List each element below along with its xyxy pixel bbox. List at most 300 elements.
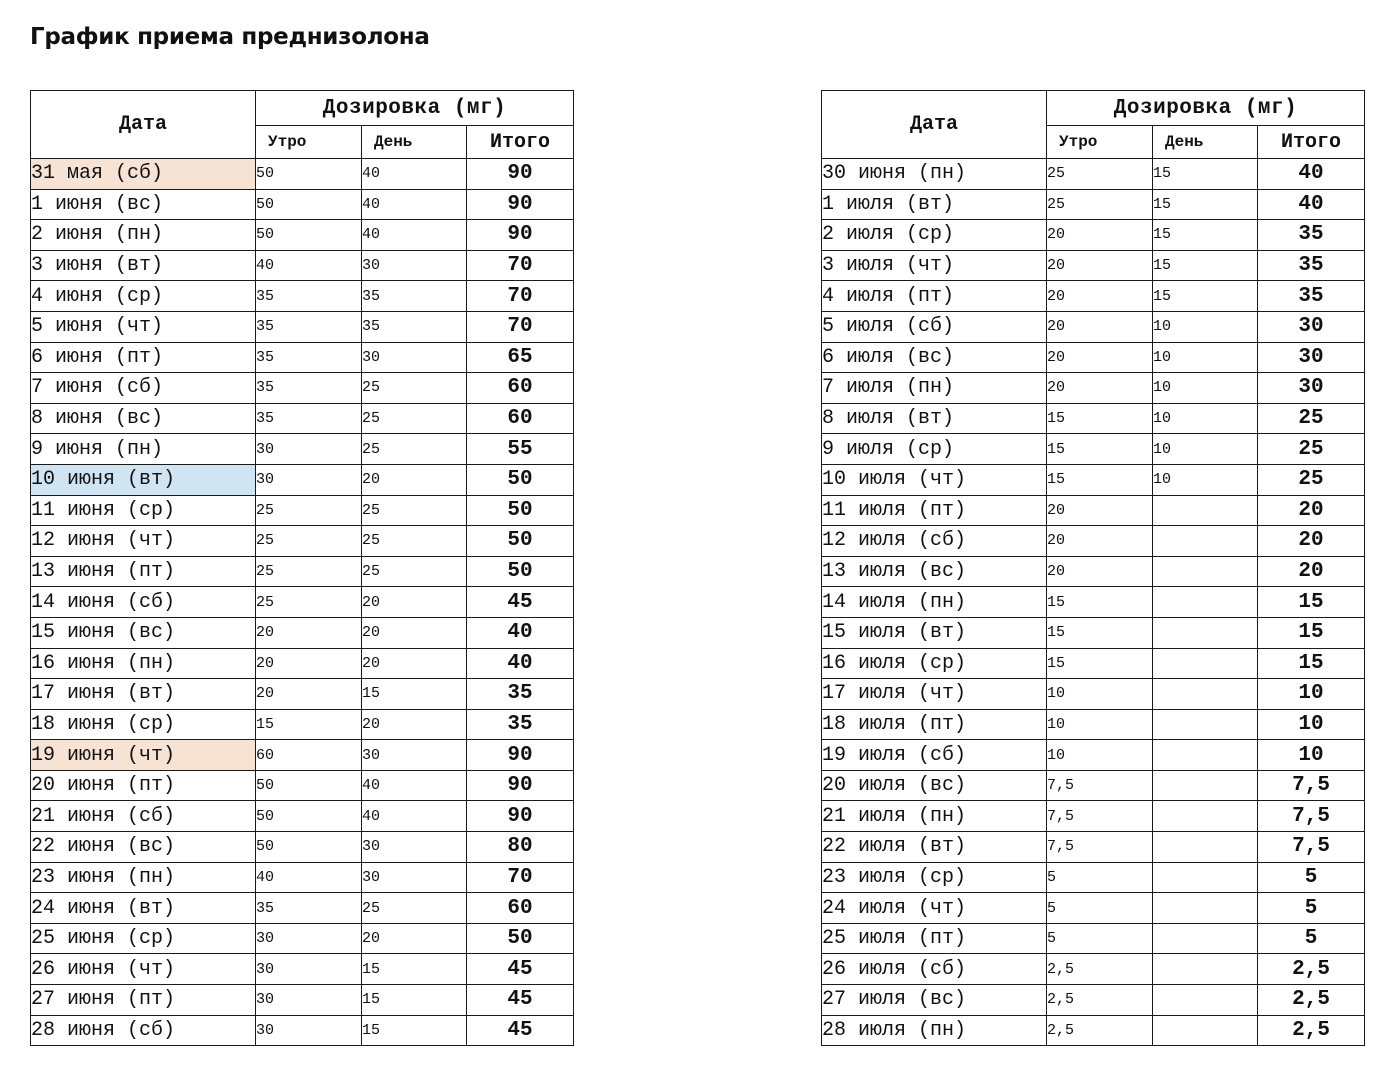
date-cell: 18 июня (ср) xyxy=(31,709,256,740)
header-day: День xyxy=(362,126,467,159)
total-dose-cell: 55 xyxy=(467,434,574,465)
table-row xyxy=(822,587,1365,618)
morning-dose-cell: 35 xyxy=(256,281,362,312)
date-cell: 13 июля (вс) xyxy=(822,556,1047,587)
table-row xyxy=(31,556,574,587)
total-dose-cell: 30 xyxy=(1258,373,1365,404)
date-cell: 17 июля (чт) xyxy=(822,679,1047,710)
morning-dose-cell: 25 xyxy=(256,587,362,618)
morning-dose-cell: 35 xyxy=(256,893,362,924)
date-cell: 19 июня (чт) xyxy=(31,740,256,771)
total-dose-cell: 7,5 xyxy=(1258,832,1365,863)
day-dose-cell xyxy=(1153,832,1258,863)
day-dose-cell: 15 xyxy=(362,679,467,710)
header-dosage: Дозировка (мг) xyxy=(256,91,574,126)
table-row xyxy=(31,740,574,771)
table-row xyxy=(31,434,574,465)
table-row xyxy=(822,495,1365,526)
day-dose-cell xyxy=(1153,709,1258,740)
morning-dose-cell: 7,5 xyxy=(1047,832,1153,863)
date-cell: 23 июня (пн) xyxy=(31,862,256,893)
table-row xyxy=(31,709,574,740)
morning-dose-cell: 20 xyxy=(1047,556,1153,587)
table-row xyxy=(822,526,1365,557)
day-dose-cell: 10 xyxy=(1153,311,1258,342)
total-dose-cell: 20 xyxy=(1258,526,1365,557)
morning-dose-cell: 10 xyxy=(1047,709,1153,740)
morning-dose-cell: 20 xyxy=(1047,250,1153,281)
date-cell: 1 июля (вт) xyxy=(822,189,1047,220)
header-total: Итого xyxy=(467,126,574,159)
date-cell: 28 июля (пн) xyxy=(822,1015,1047,1046)
total-dose-cell: 40 xyxy=(467,648,574,679)
header-day: День xyxy=(1153,126,1258,159)
morning-dose-cell: 30 xyxy=(256,434,362,465)
morning-dose-cell: 15 xyxy=(256,709,362,740)
date-cell: 3 июля (чт) xyxy=(822,250,1047,281)
morning-dose-cell: 7,5 xyxy=(1047,770,1153,801)
morning-dose-cell: 15 xyxy=(1047,434,1153,465)
day-dose-cell xyxy=(1153,770,1258,801)
date-cell: 27 июля (вс) xyxy=(822,985,1047,1016)
day-dose-cell: 30 xyxy=(362,342,467,373)
morning-dose-cell: 25 xyxy=(1047,189,1153,220)
table-row xyxy=(31,342,574,373)
header-total: Итого xyxy=(1258,126,1365,159)
date-cell: 24 июля (чт) xyxy=(822,893,1047,924)
morning-dose-cell: 20 xyxy=(1047,281,1153,312)
total-dose-cell: 90 xyxy=(467,801,574,832)
day-dose-cell: 20 xyxy=(362,648,467,679)
day-dose-cell: 30 xyxy=(362,740,467,771)
morning-dose-cell: 60 xyxy=(256,740,362,771)
total-dose-cell: 10 xyxy=(1258,709,1365,740)
date-cell: 14 июля (пн) xyxy=(822,587,1047,618)
morning-dose-cell: 5 xyxy=(1047,923,1153,954)
total-dose-cell: 60 xyxy=(467,403,574,434)
total-dose-cell: 25 xyxy=(1258,403,1365,434)
day-dose-cell: 30 xyxy=(362,862,467,893)
day-dose-cell: 15 xyxy=(362,1015,467,1046)
morning-dose-cell: 15 xyxy=(1047,403,1153,434)
morning-dose-cell: 15 xyxy=(1047,648,1153,679)
table-row xyxy=(822,893,1365,924)
total-dose-cell: 50 xyxy=(467,495,574,526)
morning-dose-cell: 30 xyxy=(256,954,362,985)
date-cell: 31 мая (сб) xyxy=(31,159,256,190)
day-dose-cell xyxy=(1153,740,1258,771)
date-cell: 20 июня (пт) xyxy=(31,770,256,801)
table-row xyxy=(822,832,1365,863)
morning-dose-cell: 15 xyxy=(1047,587,1153,618)
table-row xyxy=(822,342,1365,373)
table-row xyxy=(31,801,574,832)
header-date: Дата xyxy=(31,91,256,159)
morning-dose-cell: 50 xyxy=(256,832,362,863)
day-dose-cell: 25 xyxy=(362,434,467,465)
table-row xyxy=(31,189,574,220)
total-dose-cell: 90 xyxy=(467,159,574,190)
table-row xyxy=(31,617,574,648)
day-dose-cell: 25 xyxy=(362,556,467,587)
table-row xyxy=(822,189,1365,220)
day-dose-cell xyxy=(1153,648,1258,679)
total-dose-cell: 50 xyxy=(467,556,574,587)
morning-dose-cell: 2,5 xyxy=(1047,1015,1153,1046)
morning-dose-cell: 10 xyxy=(1047,679,1153,710)
day-dose-cell xyxy=(1153,1015,1258,1046)
date-cell: 10 июля (чт) xyxy=(822,464,1047,495)
day-dose-cell: 25 xyxy=(362,526,467,557)
total-dose-cell: 50 xyxy=(467,526,574,557)
date-cell: 5 июня (чт) xyxy=(31,311,256,342)
total-dose-cell: 50 xyxy=(467,923,574,954)
total-dose-cell: 20 xyxy=(1258,495,1365,526)
day-dose-cell xyxy=(1153,893,1258,924)
table-row xyxy=(31,923,574,954)
day-dose-cell: 20 xyxy=(362,587,467,618)
table-row xyxy=(822,220,1365,251)
day-dose-cell: 15 xyxy=(1153,159,1258,190)
table-row xyxy=(822,617,1365,648)
schedule-table-right xyxy=(821,90,1365,1046)
table-row xyxy=(822,770,1365,801)
morning-dose-cell: 50 xyxy=(256,770,362,801)
table-row xyxy=(822,740,1365,771)
total-dose-cell: 70 xyxy=(467,862,574,893)
date-cell: 12 июля (сб) xyxy=(822,526,1047,557)
day-dose-cell: 15 xyxy=(1153,281,1258,312)
header-morning: Утро xyxy=(1047,126,1153,159)
total-dose-cell: 35 xyxy=(1258,250,1365,281)
table-row xyxy=(822,954,1365,985)
day-dose-cell: 15 xyxy=(362,954,467,985)
date-cell: 17 июня (вт) xyxy=(31,679,256,710)
table-row xyxy=(31,159,574,190)
date-cell: 22 июня (вс) xyxy=(31,832,256,863)
table-row xyxy=(822,923,1365,954)
morning-dose-cell: 50 xyxy=(256,220,362,251)
total-dose-cell: 80 xyxy=(467,832,574,863)
table-row xyxy=(822,709,1365,740)
date-cell: 3 июня (вт) xyxy=(31,250,256,281)
table-row xyxy=(822,373,1365,404)
date-cell: 15 июля (вт) xyxy=(822,617,1047,648)
morning-dose-cell: 15 xyxy=(1047,617,1153,648)
morning-dose-cell: 30 xyxy=(256,464,362,495)
total-dose-cell: 25 xyxy=(1258,434,1365,465)
morning-dose-cell: 30 xyxy=(256,1015,362,1046)
date-cell: 1 июня (вс) xyxy=(31,189,256,220)
total-dose-cell: 40 xyxy=(1258,189,1365,220)
total-dose-cell: 45 xyxy=(467,587,574,618)
date-cell: 12 июня (чт) xyxy=(31,526,256,557)
date-cell: 28 июня (сб) xyxy=(31,1015,256,1046)
day-dose-cell: 30 xyxy=(362,250,467,281)
date-cell: 2 июля (ср) xyxy=(822,220,1047,251)
date-cell: 21 июля (пн) xyxy=(822,801,1047,832)
day-dose-cell: 40 xyxy=(362,770,467,801)
total-dose-cell: 45 xyxy=(467,954,574,985)
day-dose-cell: 35 xyxy=(362,281,467,312)
date-cell: 2 июня (пн) xyxy=(31,220,256,251)
morning-dose-cell: 30 xyxy=(256,923,362,954)
morning-dose-cell: 35 xyxy=(256,311,362,342)
table-row xyxy=(822,679,1365,710)
morning-dose-cell: 5 xyxy=(1047,893,1153,924)
total-dose-cell: 7,5 xyxy=(1258,770,1365,801)
total-dose-cell: 15 xyxy=(1258,617,1365,648)
table-row xyxy=(822,464,1365,495)
morning-dose-cell: 10 xyxy=(1047,740,1153,771)
total-dose-cell: 5 xyxy=(1258,893,1365,924)
date-cell: 27 июня (пт) xyxy=(31,985,256,1016)
total-dose-cell: 40 xyxy=(1258,159,1365,190)
total-dose-cell: 50 xyxy=(467,464,574,495)
total-dose-cell: 5 xyxy=(1258,862,1365,893)
table-row xyxy=(31,526,574,557)
table-row xyxy=(31,679,574,710)
table-row xyxy=(822,862,1365,893)
day-dose-cell: 15 xyxy=(1153,250,1258,281)
day-dose-cell xyxy=(1153,495,1258,526)
day-dose-cell: 25 xyxy=(362,403,467,434)
date-cell: 7 июля (пн) xyxy=(822,373,1047,404)
date-cell: 4 июля (пт) xyxy=(822,281,1047,312)
total-dose-cell: 35 xyxy=(1258,281,1365,312)
day-dose-cell xyxy=(1153,985,1258,1016)
date-cell: 9 июня (пн) xyxy=(31,434,256,465)
morning-dose-cell: 25 xyxy=(256,495,362,526)
date-cell: 16 июля (ср) xyxy=(822,648,1047,679)
total-dose-cell: 90 xyxy=(467,189,574,220)
table-row xyxy=(822,648,1365,679)
table-row xyxy=(31,220,574,251)
schedule-body-right xyxy=(822,159,1365,1046)
total-dose-cell: 7,5 xyxy=(1258,801,1365,832)
morning-dose-cell: 20 xyxy=(1047,311,1153,342)
date-cell: 6 июля (вс) xyxy=(822,342,1047,373)
date-cell: 13 июня (пт) xyxy=(31,556,256,587)
day-dose-cell: 15 xyxy=(1153,189,1258,220)
day-dose-cell xyxy=(1153,801,1258,832)
date-cell: 22 июля (вт) xyxy=(822,832,1047,863)
morning-dose-cell: 20 xyxy=(256,679,362,710)
table-row xyxy=(31,464,574,495)
header-morning: Утро xyxy=(256,126,362,159)
total-dose-cell: 2,5 xyxy=(1258,954,1365,985)
day-dose-cell: 40 xyxy=(362,801,467,832)
morning-dose-cell: 2,5 xyxy=(1047,954,1153,985)
date-cell: 5 июля (сб) xyxy=(822,311,1047,342)
day-dose-cell: 20 xyxy=(362,923,467,954)
table-row xyxy=(822,434,1365,465)
date-cell: 20 июля (вс) xyxy=(822,770,1047,801)
day-dose-cell: 25 xyxy=(362,373,467,404)
table-row xyxy=(31,495,574,526)
morning-dose-cell: 50 xyxy=(256,189,362,220)
day-dose-cell: 15 xyxy=(362,985,467,1016)
table-row xyxy=(31,648,574,679)
day-dose-cell xyxy=(1153,954,1258,985)
day-dose-cell: 30 xyxy=(362,832,467,863)
day-dose-cell: 40 xyxy=(362,159,467,190)
total-dose-cell: 30 xyxy=(1258,342,1365,373)
morning-dose-cell: 20 xyxy=(1047,495,1153,526)
total-dose-cell: 35 xyxy=(467,679,574,710)
morning-dose-cell: 50 xyxy=(256,159,362,190)
total-dose-cell: 5 xyxy=(1258,923,1365,954)
table-row xyxy=(31,862,574,893)
day-dose-cell xyxy=(1153,556,1258,587)
day-dose-cell: 10 xyxy=(1153,373,1258,404)
table-row xyxy=(31,770,574,801)
date-cell: 4 июня (ср) xyxy=(31,281,256,312)
total-dose-cell: 10 xyxy=(1258,740,1365,771)
morning-dose-cell: 25 xyxy=(256,526,362,557)
total-dose-cell: 25 xyxy=(1258,464,1365,495)
day-dose-cell xyxy=(1153,617,1258,648)
table-row xyxy=(31,985,574,1016)
total-dose-cell: 30 xyxy=(1258,311,1365,342)
total-dose-cell: 2,5 xyxy=(1258,1015,1365,1046)
date-cell: 25 июля (пт) xyxy=(822,923,1047,954)
total-dose-cell: 15 xyxy=(1258,587,1365,618)
morning-dose-cell: 50 xyxy=(256,801,362,832)
date-cell: 26 июля (сб) xyxy=(822,954,1047,985)
day-dose-cell xyxy=(1153,862,1258,893)
table-row xyxy=(31,403,574,434)
table-row xyxy=(822,281,1365,312)
table-row xyxy=(31,281,574,312)
date-cell: 8 июля (вт) xyxy=(822,403,1047,434)
morning-dose-cell: 30 xyxy=(256,985,362,1016)
morning-dose-cell: 25 xyxy=(256,556,362,587)
total-dose-cell: 15 xyxy=(1258,648,1365,679)
table-row xyxy=(822,985,1365,1016)
morning-dose-cell: 40 xyxy=(256,862,362,893)
page-title: График приема преднизолона xyxy=(30,24,430,50)
date-cell: 19 июля (сб) xyxy=(822,740,1047,771)
table-row xyxy=(31,832,574,863)
total-dose-cell: 90 xyxy=(467,770,574,801)
day-dose-cell xyxy=(1153,526,1258,557)
day-dose-cell: 40 xyxy=(362,189,467,220)
date-cell: 7 июня (сб) xyxy=(31,373,256,404)
table-row xyxy=(31,893,574,924)
day-dose-cell xyxy=(1153,679,1258,710)
table-row xyxy=(31,954,574,985)
total-dose-cell: 35 xyxy=(467,709,574,740)
total-dose-cell: 65 xyxy=(467,342,574,373)
day-dose-cell: 35 xyxy=(362,311,467,342)
date-cell: 6 июня (пт) xyxy=(31,342,256,373)
morning-dose-cell: 20 xyxy=(256,617,362,648)
morning-dose-cell: 20 xyxy=(1047,342,1153,373)
date-cell: 24 июня (вт) xyxy=(31,893,256,924)
total-dose-cell: 35 xyxy=(1258,220,1365,251)
day-dose-cell: 20 xyxy=(362,464,467,495)
day-dose-cell: 25 xyxy=(362,495,467,526)
day-dose-cell xyxy=(1153,587,1258,618)
total-dose-cell: 70 xyxy=(467,281,574,312)
total-dose-cell: 10 xyxy=(1258,679,1365,710)
morning-dose-cell: 20 xyxy=(256,648,362,679)
table-row xyxy=(822,311,1365,342)
date-cell: 9 июля (ср) xyxy=(822,434,1047,465)
table-row xyxy=(31,311,574,342)
total-dose-cell: 45 xyxy=(467,1015,574,1046)
day-dose-cell: 10 xyxy=(1153,342,1258,373)
morning-dose-cell: 35 xyxy=(256,373,362,404)
date-cell: 10 июня (вт) xyxy=(31,464,256,495)
morning-dose-cell: 2,5 xyxy=(1047,985,1153,1016)
total-dose-cell: 2,5 xyxy=(1258,985,1365,1016)
schedule-table-left xyxy=(30,90,574,1046)
date-cell: 18 июля (пт) xyxy=(822,709,1047,740)
day-dose-cell: 15 xyxy=(1153,220,1258,251)
morning-dose-cell: 20 xyxy=(1047,373,1153,404)
total-dose-cell: 40 xyxy=(467,617,574,648)
morning-dose-cell: 40 xyxy=(256,250,362,281)
table-row xyxy=(822,1015,1365,1046)
total-dose-cell: 90 xyxy=(467,220,574,251)
total-dose-cell: 70 xyxy=(467,311,574,342)
day-dose-cell: 20 xyxy=(362,617,467,648)
total-dose-cell: 45 xyxy=(467,985,574,1016)
table-row xyxy=(822,556,1365,587)
morning-dose-cell: 25 xyxy=(1047,159,1153,190)
morning-dose-cell: 7,5 xyxy=(1047,801,1153,832)
morning-dose-cell: 15 xyxy=(1047,464,1153,495)
table-row xyxy=(822,159,1365,190)
date-cell: 21 июня (сб) xyxy=(31,801,256,832)
date-cell: 25 июня (ср) xyxy=(31,923,256,954)
day-dose-cell: 10 xyxy=(1153,434,1258,465)
total-dose-cell: 60 xyxy=(467,893,574,924)
schedule-body-left xyxy=(31,159,574,1046)
table-row xyxy=(822,403,1365,434)
morning-dose-cell: 20 xyxy=(1047,220,1153,251)
date-cell: 11 июня (ср) xyxy=(31,495,256,526)
date-cell: 14 июня (сб) xyxy=(31,587,256,618)
date-cell: 8 июня (вс) xyxy=(31,403,256,434)
header-dosage: Дозировка (мг) xyxy=(1047,91,1365,126)
header-date: Дата xyxy=(822,91,1047,159)
total-dose-cell: 70 xyxy=(467,250,574,281)
date-cell: 30 июня (пн) xyxy=(822,159,1047,190)
date-cell: 11 июля (пт) xyxy=(822,495,1047,526)
table-row xyxy=(31,373,574,404)
date-cell: 15 июня (вс) xyxy=(31,617,256,648)
table-row xyxy=(822,801,1365,832)
total-dose-cell: 20 xyxy=(1258,556,1365,587)
table-row xyxy=(31,250,574,281)
table-row xyxy=(31,1015,574,1046)
morning-dose-cell: 20 xyxy=(1047,526,1153,557)
day-dose-cell: 10 xyxy=(1153,464,1258,495)
table-row xyxy=(822,250,1365,281)
date-cell: 23 июля (ср) xyxy=(822,862,1047,893)
total-dose-cell: 60 xyxy=(467,373,574,404)
morning-dose-cell: 35 xyxy=(256,342,362,373)
table-row xyxy=(31,587,574,618)
day-dose-cell: 10 xyxy=(1153,403,1258,434)
day-dose-cell: 40 xyxy=(362,220,467,251)
total-dose-cell: 90 xyxy=(467,740,574,771)
morning-dose-cell: 5 xyxy=(1047,862,1153,893)
date-cell: 26 июня (чт) xyxy=(31,954,256,985)
